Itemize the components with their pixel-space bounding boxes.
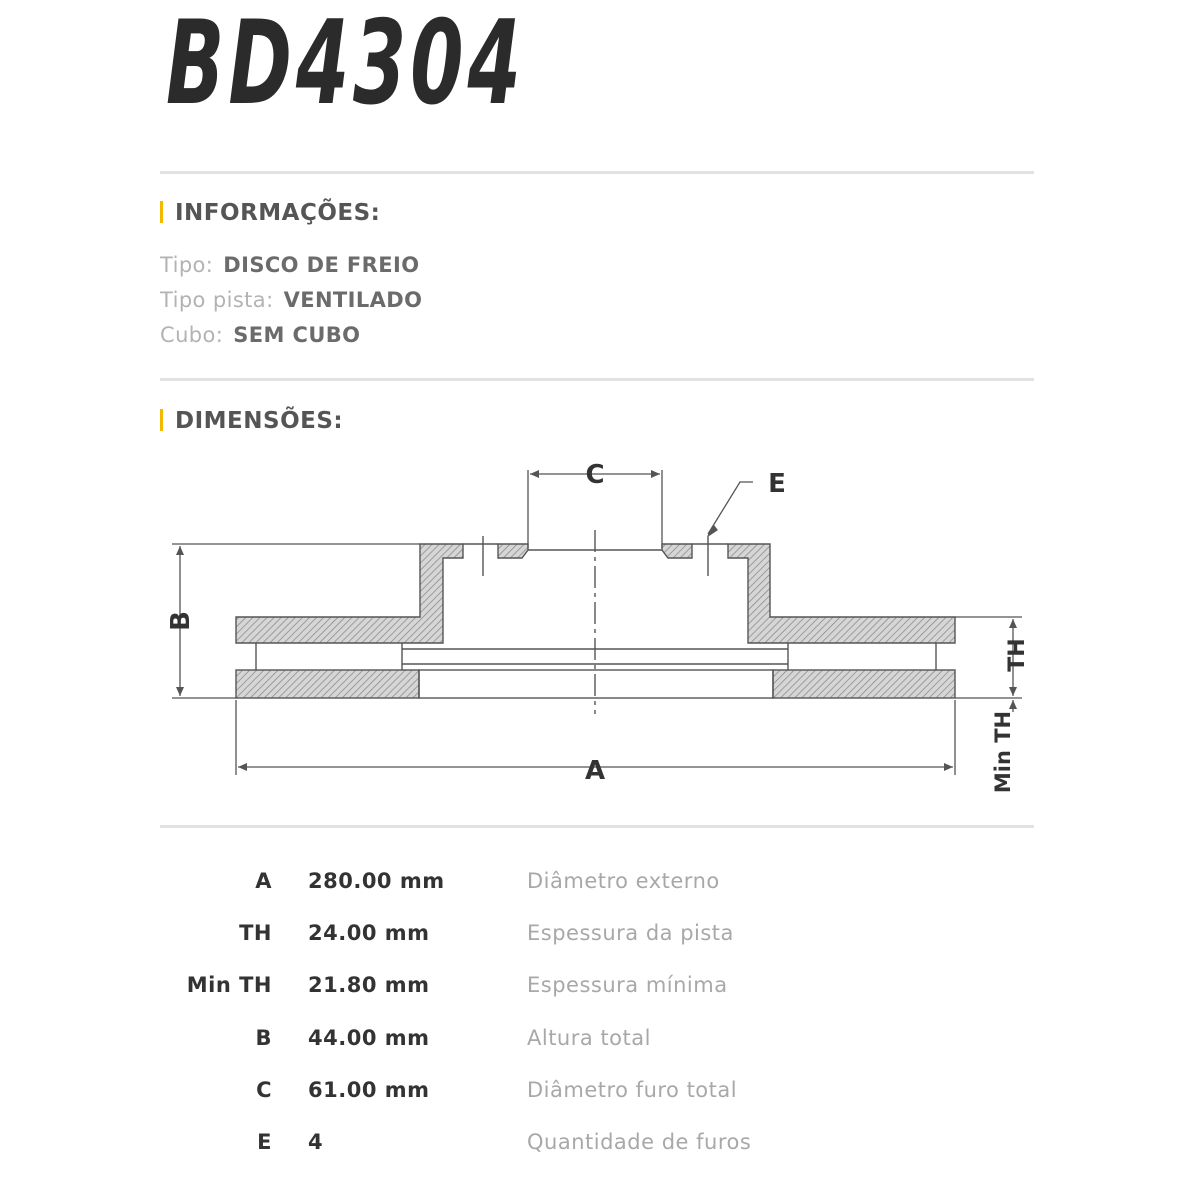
dimension-label-min-th: Min TH bbox=[991, 710, 1015, 794]
spec-row bbox=[0, 973, 1200, 1013]
divider bbox=[160, 171, 1034, 174]
info-heading bbox=[160, 200, 380, 226]
accent-bar bbox=[160, 201, 163, 223]
spec-value: 44.00 mm bbox=[308, 1026, 430, 1050]
dimension-label-th: TH bbox=[1005, 638, 1030, 672]
dimension-label-c: C bbox=[585, 460, 605, 490]
spec-code: TH bbox=[239, 921, 272, 945]
spec-value: 280.00 mm bbox=[308, 869, 445, 893]
spec-code: C bbox=[256, 1078, 272, 1102]
info-value: SEM CUBO bbox=[233, 323, 361, 347]
info-label: Cubo: bbox=[160, 323, 224, 347]
spec-row bbox=[0, 1078, 1200, 1118]
dimension-label-e: E bbox=[768, 469, 786, 499]
spec-code: Min TH bbox=[186, 973, 272, 997]
divider bbox=[160, 825, 1034, 828]
info-row-tipo bbox=[160, 253, 419, 277]
product-code-title: BD4304 bbox=[166, 0, 525, 131]
info-row-tipo-pista bbox=[160, 288, 422, 312]
spec-description: Diâmetro furo total bbox=[527, 1078, 738, 1102]
spec-row bbox=[0, 1130, 1200, 1170]
info-value: DISCO DE FREIO bbox=[223, 253, 420, 277]
spec-row bbox=[0, 869, 1200, 909]
dimensions-heading bbox=[160, 408, 343, 434]
spec-value: 21.80 mm bbox=[308, 973, 430, 997]
spec-code: E bbox=[257, 1130, 272, 1154]
spec-description: Quantidade de furos bbox=[527, 1130, 752, 1154]
accent-bar bbox=[160, 409, 163, 431]
dimension-label-b: B bbox=[166, 611, 196, 631]
spec-description: Espessura mínima bbox=[527, 973, 728, 997]
spec-description: Altura total bbox=[527, 1026, 651, 1050]
spec-description: Espessura da pista bbox=[527, 921, 734, 945]
spec-value: 24.00 mm bbox=[308, 921, 430, 945]
info-label: Tipo pista: bbox=[160, 288, 274, 312]
spec-code: B bbox=[255, 1026, 272, 1050]
spec-description: Diâmetro externo bbox=[527, 869, 720, 893]
brake-disc-diagram bbox=[150, 450, 1050, 810]
info-label: Tipo: bbox=[160, 253, 214, 277]
spec-row bbox=[0, 1026, 1200, 1066]
info-value: VENTILADO bbox=[283, 288, 423, 312]
spec-row bbox=[0, 921, 1200, 961]
spec-code: A bbox=[255, 869, 272, 893]
spec-value: 61.00 mm bbox=[308, 1078, 430, 1102]
dimension-label-a: A bbox=[584, 756, 606, 786]
info-row-cubo bbox=[160, 323, 360, 347]
divider bbox=[160, 378, 1034, 381]
spec-value: 4 bbox=[308, 1130, 324, 1154]
dimensions-heading-text: DIMENSÕES: bbox=[175, 408, 344, 434]
info-heading-text: INFORMAÇÕES: bbox=[175, 200, 381, 226]
